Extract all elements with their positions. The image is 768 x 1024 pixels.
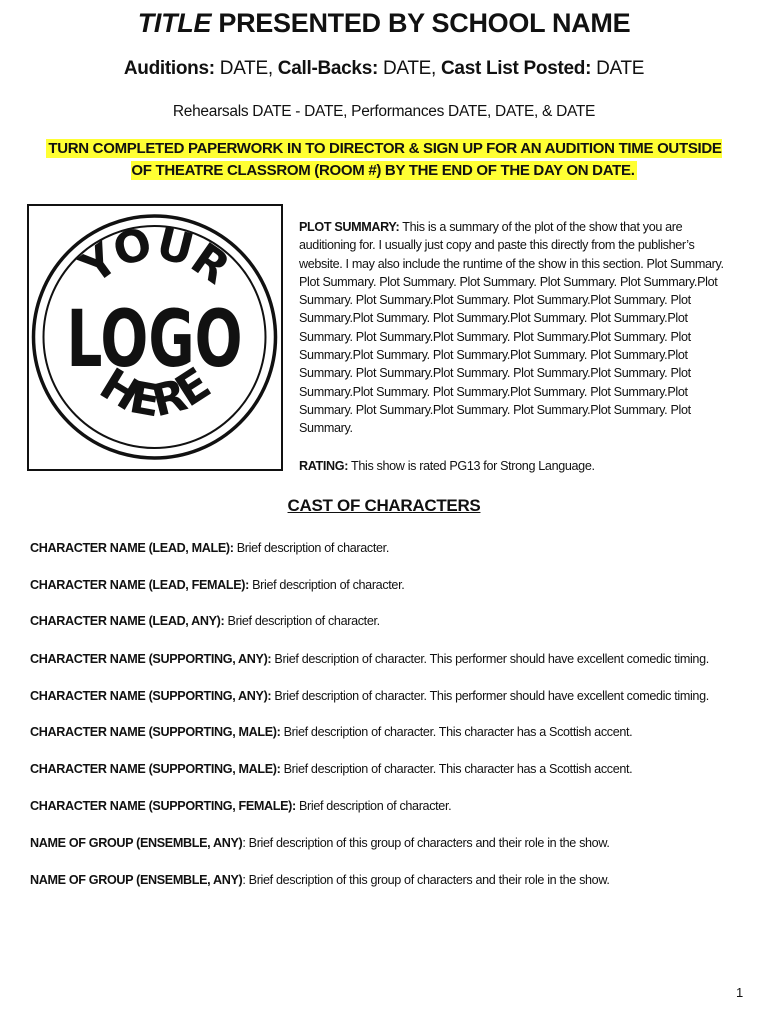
notice-highlight: TURN COMPLETED PAPERWORK IN TO DIRECTOR & SIGN UP FOR AN AUDITION TIME OUTSIDE OF THEATRE CLASSROM (ROOM #) BY THE END OF THE DAY ON DATE. — [48, 140, 722, 179]
character-name: CHARACTER NAME (LEAD, FEMALE): — [30, 578, 249, 592]
character-entry — [30, 760, 750, 778]
character-description: Brief description of character. This performer should have excellent comedic timing. — [271, 689, 709, 703]
character-entry — [30, 723, 750, 741]
group-entry — [30, 834, 750, 852]
rating — [299, 457, 729, 475]
cast-heading: CAST OF CHARACTERS — [287, 496, 481, 515]
auditions-value: DATE, — [214, 58, 278, 79]
logo-text-bottom: HERE — [91, 358, 219, 428]
character-name: CHARACTER NAME (SUPPORTING, MALE): — [30, 725, 281, 739]
group-entry — [30, 871, 750, 889]
callbacks-label: Call-Backs: — [277, 58, 378, 79]
character-name: CHARACTER NAME (LEAD, ANY): — [30, 614, 225, 628]
logo-placeholder — [27, 204, 283, 471]
group-name: NAME OF GROUP (ENSEMBLE, ANY) — [30, 836, 243, 850]
auditions-label: Auditions: — [123, 58, 215, 79]
character-entry — [30, 650, 750, 668]
character-name: CHARACTER NAME (SUPPORTING, ANY): — [30, 689, 272, 703]
character-description: Brief description of character. — [224, 614, 380, 628]
castlist-value: DATE — [591, 58, 645, 79]
character-description: Brief description of character. This character has a Scottish accent. — [280, 725, 633, 739]
character-entry — [30, 612, 750, 630]
character-entry — [30, 539, 750, 557]
plot-summary-label: PLOT SUMMARY: — [299, 220, 400, 234]
group-description: : Brief description of this group of characters and their role in the show. — [242, 836, 610, 850]
character-name: CHARACTER NAME (SUPPORTING, MALE): — [30, 762, 281, 776]
key-dates-line — [0, 58, 768, 80]
logo-text-middle: LOGO — [66, 295, 243, 385]
rating-text: This show is rated PG13 for Strong Language. — [348, 459, 595, 473]
title-italic: TITLE — [137, 8, 212, 38]
character-description: Brief description of character. — [248, 578, 405, 592]
paperwork-notice — [40, 138, 728, 182]
title-rest: PRESENTED BY SCHOOL NAME — [211, 8, 631, 38]
rehearsal-dates: Rehearsals DATE - DATE, Performances DATE, DATE, & DATE — [172, 103, 596, 120]
page-number: 1 — [736, 985, 744, 1000]
plot-summary-text: This is a summary of the plot of the show that you are auditioning for. I usually just copy and paste this directly from the publisher’s website. I may also include the runtime of the show in this section. Plot Summary. Plot Summary. Plot Summary. Plot Summary. Plot Summary. Plot Summary.Plot Summary. Plot Summary.Plot Summary. Plot Summary.Plot Summary. Plot Summary.Plot Summary. Plot Summary.Plot Summary. Plot Summary.Plot Summary. Plot Summary.Plot Summary. Plot Summary.Plot Summary. Plot Summary.Plot Summary. Plot Summary.Plot Summary. Plot Summary.Plot Summary. Plot Summary.Plot Summary. Plot Summary.Plot Summary. Plot Summary.Plot Summary. Plot Summary.Plot Summary. Plot Summary.Plot Summary. Plot Summary.Plot Summary. Plot Summary.Plot Summary. Plot Summary. — [299, 220, 724, 436]
rating-label: RATING: — [299, 459, 349, 473]
character-entry — [30, 797, 750, 815]
group-description: : Brief description of this group of characters and their role in the show. — [242, 873, 610, 887]
character-description: Brief description of character. — [295, 799, 452, 813]
character-description: Brief description of character. This character has a Scottish accent. — [280, 762, 633, 776]
character-entry — [30, 576, 750, 594]
logo-graphic — [29, 206, 280, 468]
castlist-label: Cast List Posted: — [441, 58, 592, 79]
page-title — [0, 8, 768, 39]
callbacks-value: DATE, — [378, 58, 441, 79]
logo-text-top: YOUR — [71, 218, 238, 294]
character-name: CHARACTER NAME (SUPPORTING, ANY): — [30, 652, 272, 666]
group-name: NAME OF GROUP (ENSEMBLE, ANY) — [30, 873, 243, 887]
character-name: CHARACTER NAME (SUPPORTING, FEMALE): — [30, 799, 296, 813]
character-name: CHARACTER NAME (LEAD, MALE): — [30, 541, 234, 555]
character-entry — [30, 687, 750, 705]
character-description: Brief description of character. This performer should have excellent comedic timing. — [271, 652, 709, 666]
plot-summary — [299, 218, 729, 438]
character-description: Brief description of character. — [233, 541, 389, 555]
